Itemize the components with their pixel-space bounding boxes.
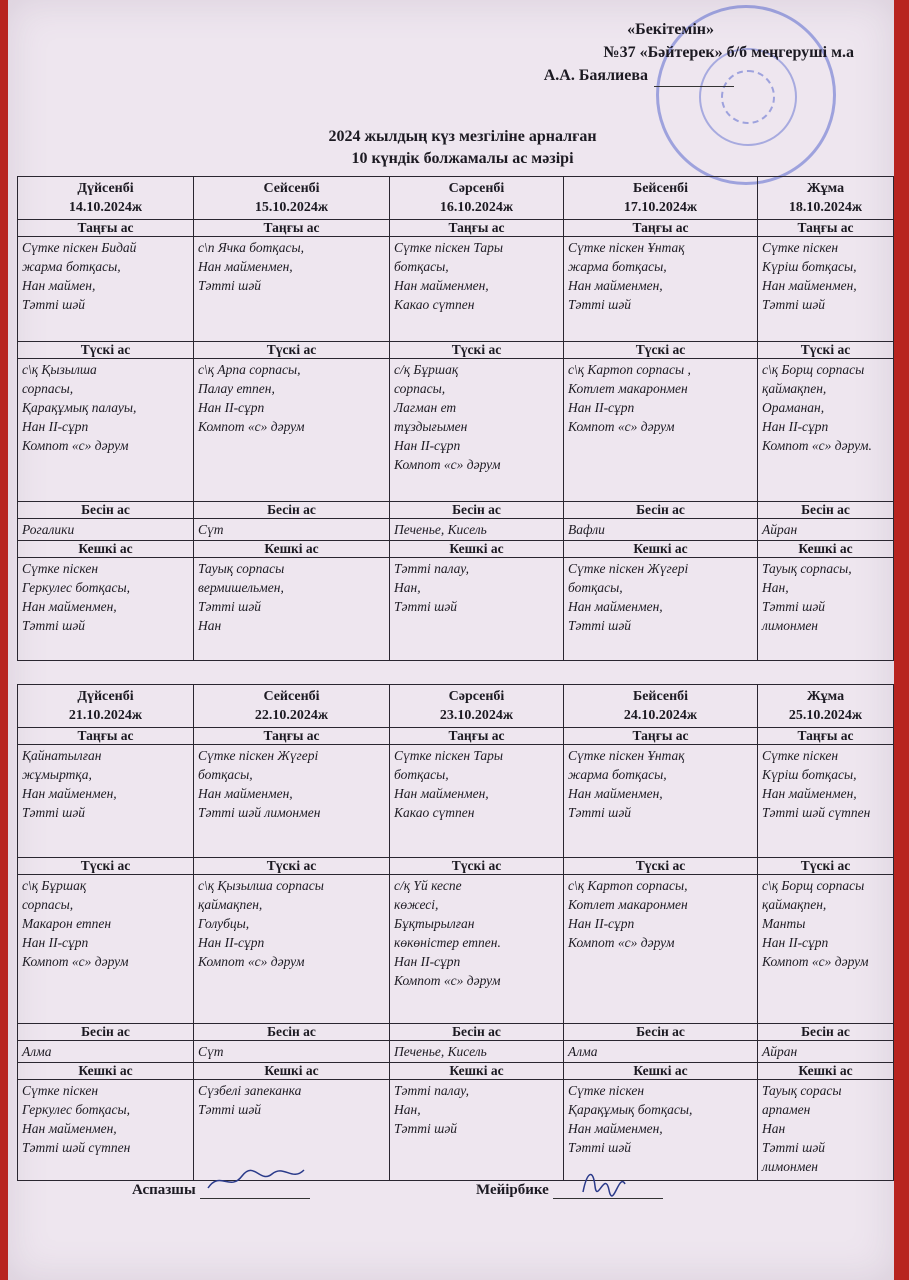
dish-cell [564,237,758,342]
dish-line: тұздығымен [394,419,468,434]
dish-line: Компот «с» дәрум [394,973,501,988]
dish-line: Нан майменмен, [568,786,663,801]
dish-line: с\қ Бұршақ [22,878,87,893]
dish-line: жарма ботқасы, [22,259,121,274]
dish-line: Компот «с» дәрум [198,419,305,434]
dish-line: Тәтті шәй [22,297,86,312]
dish-line: Тәтті шәй [762,1140,826,1155]
dish-line: Тәтті шәй [568,297,632,312]
dish-line: Нан ІІ-сұрп [22,419,89,434]
dish-line: с\қ Картоп сорпасы , [568,362,691,377]
dish-cell [758,519,894,541]
dish-line: Компот «с» дәрум [22,438,129,453]
dish-line: Голубцы, [198,916,250,931]
day-name: Бейсенбі [632,181,689,196]
dish-line: жарма ботқасы, [568,767,667,782]
meal-label: Бесін ас [194,1024,390,1041]
dish-line: Нан ІІ-сұрп [568,916,635,931]
dish-line: Сүт [198,1044,224,1059]
meal-label: Таңғы ас [18,220,194,237]
dish-line: Нан майменмен, [568,278,663,293]
dish-line: арпамен [762,1102,811,1117]
day-name: Сейсенбі [263,689,320,704]
meal-label: Бесін ас [564,502,758,519]
meal-label: Таңғы ас [564,220,758,237]
meal-label: Бесін ас [194,502,390,519]
nurse-signature-line [553,1176,663,1199]
dish-cell [564,558,758,661]
meal-label: Түскі ас [758,858,894,875]
dish-line: Сүтке піскен [762,748,839,763]
dish-cell [758,237,894,342]
dish-line: Тәтті шәй [568,618,632,633]
dish-line: Бұқтырылған [394,916,475,931]
meal-label: Түскі ас [390,342,564,359]
dish-line: Компот «с» дәрум [22,954,129,969]
cook-signature: Аспазшы [132,1176,310,1199]
dish-line: Нан, [394,1102,421,1117]
day-name: Жұма [806,181,845,196]
dish-line: Нан [198,618,222,633]
dish-cell [18,237,194,342]
day-header [564,685,758,728]
dish-line: ботқасы, [568,580,623,595]
dish-line: Компот «с» дәрум. [762,438,872,453]
dish-cell [390,875,564,1024]
day-date: 16.10.2024ж [439,200,514,215]
meal-label: Кешкі ас [194,541,390,558]
menu-table-week-1 [17,176,894,661]
dish-cell [390,1080,564,1181]
dish-line: Сүтке піскен Бидай [22,240,137,255]
dish-line: с\қ Борщ сорпасы [762,878,865,893]
dish-line: Сүтке піскен [22,561,99,576]
dish-line: Компот «с» дәрум [394,457,501,472]
dish-line: қаймақпен, [198,897,263,912]
dish-line: Тауық сорпасы, [762,561,852,576]
dish-line: Вафли [568,522,605,537]
menu-table-week-2 [17,684,894,1181]
dish-line: Компот «с» дәрум [568,419,675,434]
dish-line: Тәтті шәй [198,278,262,293]
dish-line: Айран [762,1044,798,1059]
dish-line: Тәтті шәй [762,297,826,312]
day-name: Бейсенбі [632,689,689,704]
meal-label: Кешкі ас [18,1063,194,1080]
dish-line: Нан майменмен, [22,1121,117,1136]
dish-line: сорпасы, [394,381,446,396]
meal-label: Бесін ас [390,502,564,519]
dish-cell [18,519,194,541]
dish-line: Қайнатылған [22,748,102,763]
meal-label: Түскі ас [18,858,194,875]
dish-cell [390,519,564,541]
dish-cell [758,558,894,661]
dish-line: Рогалики [22,522,75,537]
dish-cell [194,359,390,502]
dish-line: Тәтті палау, [394,1083,469,1098]
dish-line: Тәтті шәй сүтпен [22,1140,131,1155]
dish-line: Сүтке піскен Жүгері [198,748,319,763]
dish-line: Нан [762,1121,786,1136]
meal-label: Түскі ас [18,342,194,359]
dish-cell [390,745,564,858]
meal-label: Таңғы ас [564,728,758,745]
dish-cell [390,558,564,661]
day-name: Дүйсенбі [77,181,134,196]
dish-line: Тәтті шәй лимонмен [198,805,321,820]
dish-cell [18,1041,194,1063]
dish-line: Печенье, Кисель [394,522,487,537]
meal-label: Таңғы ас [390,220,564,237]
dish-line: жарма ботқасы, [568,259,667,274]
dish-cell [194,745,390,858]
dish-line: Нан майменмен, [762,278,857,293]
meal-label: Таңғы ас [758,728,894,745]
day-date: 23.10.2024ж [439,708,514,723]
day-name: Дүйсенбі [77,689,134,704]
dish-line: Манты [762,916,806,931]
day-date: 17.10.2024ж [623,200,698,215]
dish-line: Қарақұмық ботқасы, [568,1102,693,1117]
meal-label: Түскі ас [564,342,758,359]
dish-cell [758,1080,894,1181]
dish-line: Компот «с» дәрум [198,954,305,969]
dish-cell [758,875,894,1024]
dish-line: Ораманан, [762,400,825,415]
meal-label: Бесін ас [18,1024,194,1041]
dish-line: лимонмен [762,1159,819,1174]
day-header [758,177,894,220]
dish-line: Нан майменмен, [198,259,293,274]
day-name: Жұма [806,689,845,704]
day-date: 22.10.2024ж [254,708,329,723]
dish-cell [18,558,194,661]
meal-label: Бесін ас [18,502,194,519]
approval-title: «Бекітемін» [627,21,714,38]
meal-label: Таңғы ас [758,220,894,237]
day-date: 24.10.2024ж [623,708,698,723]
cook-signature-line [200,1176,310,1199]
meal-label: Кешкі ас [390,541,564,558]
dish-line: Айран [762,522,798,537]
meal-label: Түскі ас [194,342,390,359]
dish-line: Күріш ботқасы, [762,767,857,782]
dish-line: Нан ІІ-сұрп [568,400,635,415]
dish-line: Нан ІІ-сұрп [762,419,829,434]
dish-line: Нан ІІ-сұрп [22,935,89,950]
dish-line: қаймақпен, [762,897,827,912]
dish-cell [564,745,758,858]
dish-line: Күріш ботқасы, [762,259,857,274]
dish-line: Алма [568,1044,598,1059]
meal-label: Таңғы ас [194,728,390,745]
dish-line: с\қ Картоп сорпасы, [568,878,688,893]
day-header [194,685,390,728]
dish-line: Нан ІІ-сұрп [198,935,265,950]
dish-line: көкөністер етпен. [394,935,501,950]
day-header [18,177,194,220]
dish-line: Сүтке піскен [762,240,839,255]
approval-block [544,18,854,87]
dish-line: Компот «с» дәрум [568,935,675,950]
dish-line: Компот «с» дәрум [762,954,869,969]
dish-line: Тәтті шәй [22,618,86,633]
dish-line: Қарақұмық палауы, [22,400,137,415]
dish-cell [194,237,390,342]
day-name: Сәрсенбі [448,689,505,704]
dish-cell [564,519,758,541]
meal-label: Кешкі ас [564,541,758,558]
dish-line: Тәтті шәй [762,599,826,614]
meal-label: Кешкі ас [564,1063,758,1080]
meal-label: Кешкі ас [758,1063,894,1080]
dish-cell [194,558,390,661]
meal-label: Бесін ас [390,1024,564,1041]
dish-line: Печенье, Кисель [394,1044,487,1059]
dish-line: көжесі, [394,897,439,912]
dish-cell [18,359,194,502]
dish-line: Геркулес ботқасы, [22,580,131,595]
dish-line: жұмыртқа, [22,767,92,782]
meal-label: Кешкі ас [390,1063,564,1080]
day-date: 18.10.2024ж [788,200,863,215]
dish-line: Макарон етпен [22,916,112,931]
dish-line: Сүт [198,522,224,537]
page-title [8,126,909,170]
dish-line: Нан майменмен, [394,786,489,801]
dish-cell [758,1041,894,1063]
meal-label: Кешкі ас [194,1063,390,1080]
dish-line: Тәтті шәй сүтпен [762,805,871,820]
dish-line: Тәтті шәй [198,1102,262,1117]
day-date: 15.10.2024ж [254,200,329,215]
dish-cell [18,745,194,858]
dish-line: Котлет макаронмен [568,381,688,396]
nurse-signature: Мейірбике [476,1176,663,1199]
dish-line: Сүтке піскен [568,1083,645,1098]
dish-cell [390,1041,564,1063]
meal-label: Түскі ас [194,858,390,875]
meal-label: Бесін ас [564,1024,758,1041]
dish-line: Нан майменмен, [22,786,117,801]
dish-line: Тәтті шәй [568,805,632,820]
dish-line: с\қ Борщ сорпасы [762,362,865,377]
dish-line: лимонмен [762,618,819,633]
dish-line: Тәтті шәй [394,599,458,614]
dish-line: Сүтке піскен Ұнтақ [568,748,685,763]
meal-label: Түскі ас [390,858,564,875]
dish-cell [564,1041,758,1063]
meal-label: Таңғы ас [194,220,390,237]
dish-line: Нан майменмен, [568,1121,663,1136]
dish-line: с\п Ячка ботқасы, [198,240,304,255]
dish-line: Палау етпен, [198,381,275,396]
dish-cell [194,519,390,541]
day-header [390,177,564,220]
dish-line: сорпасы, [22,897,74,912]
approval-person: А.А. Баялиева [544,64,734,87]
meal-label: Түскі ас [758,342,894,359]
day-header [18,685,194,728]
dish-line: Нан, [762,580,789,595]
dish-line: Сүтке піскен Тары [394,240,504,255]
dish-line: Тәтті шәй [394,1121,458,1136]
dish-cell [758,745,894,858]
dish-line: Сүтке піскен Жүгері [568,561,689,576]
meal-label: Түскі ас [564,858,758,875]
approval-position: №37 «Бәйтерек» б/б меңгеруші м.а [603,44,854,61]
dish-line: Нан майменмен, [22,599,117,614]
title-line-2: 10 күндік болжамалы ас мәзірі [351,150,574,167]
dish-line: Нан майменмен, [568,599,663,614]
dish-line: Какао сүтпен [394,297,475,312]
meal-label: Кешкі ас [758,541,894,558]
dish-cell [194,1041,390,1063]
dish-cell [18,875,194,1024]
dish-cell [564,875,758,1024]
dish-cell [758,359,894,502]
dish-line: Лагман ет [394,400,457,415]
dish-cell [390,237,564,342]
dish-line: Нан ІІ-сұрп [198,400,265,415]
dish-line: Нан майменмен, [198,786,293,801]
dish-line: Котлет макаронмен [568,897,688,912]
dish-line: с\қ Қызылша [22,362,97,377]
dish-line: Какао сүтпен [394,805,475,820]
day-header [564,177,758,220]
dish-line: Сүзбелі запеканка [198,1083,302,1098]
dish-line: с/қ Үй кеспе [394,878,462,893]
dish-line: Геркулес ботқасы, [22,1102,131,1117]
day-header [194,177,390,220]
dish-line: Нан майменмен, [762,786,857,801]
day-date: 14.10.2024ж [68,200,143,215]
dish-cell [194,875,390,1024]
day-header [390,685,564,728]
meal-label: Таңғы ас [390,728,564,745]
meal-label: Бесін ас [758,1024,894,1041]
dish-line: Тәтті шәй [198,599,262,614]
day-name: Сейсенбі [263,181,320,196]
dish-line: Сүтке піскен Ұнтақ [568,240,685,255]
dish-line: Тауық сорасы [762,1083,842,1098]
dish-line: Нан, [394,580,421,595]
meal-label: Кешкі ас [18,541,194,558]
title-line-1: 2024 жылдың күз мезгіліне арналған [328,128,597,145]
dish-line: ботқасы, [198,767,253,782]
day-date: 21.10.2024ж [68,708,143,723]
dish-line: Сүтке піскен Тары [394,748,504,763]
dish-line: Нан ІІ-сұрп [762,935,829,950]
dish-line: Тәтті шәй [568,1140,632,1155]
dish-line: Нан маймен, [22,278,96,293]
dish-line: ботқасы, [394,259,449,274]
dish-cell [390,359,564,502]
meal-label: Таңғы ас [18,728,194,745]
day-name: Сәрсенбі [448,181,505,196]
dish-line: Сүтке піскен [22,1083,99,1098]
dish-line: сорпасы, [22,381,74,396]
meal-label: Бесін ас [758,502,894,519]
dish-line: вермишельмен, [198,580,284,595]
dish-line: ботқасы, [394,767,449,782]
dish-line: қаймақпен, [762,381,827,396]
dish-line: Тәтті палау, [394,561,469,576]
dish-line: с/қ Бұршақ [394,362,459,377]
dish-line: Нан ІІ-сұрп [394,954,461,969]
day-date: 25.10.2024ж [788,708,863,723]
dish-line: Нан ІІ-сұрп [394,438,461,453]
dish-line: Тәтті шәй [22,805,86,820]
dish-cell [564,359,758,502]
dish-line: с\қ Қызылша сорпасы [198,878,324,893]
dish-line: Алма [22,1044,52,1059]
dish-cell [18,1080,194,1181]
day-header [758,685,894,728]
dish-line: с\қ Арпа сорпасы, [198,362,301,377]
dish-line: Нан майменмен, [394,278,489,293]
dish-line: Тауық сорпасы [198,561,285,576]
